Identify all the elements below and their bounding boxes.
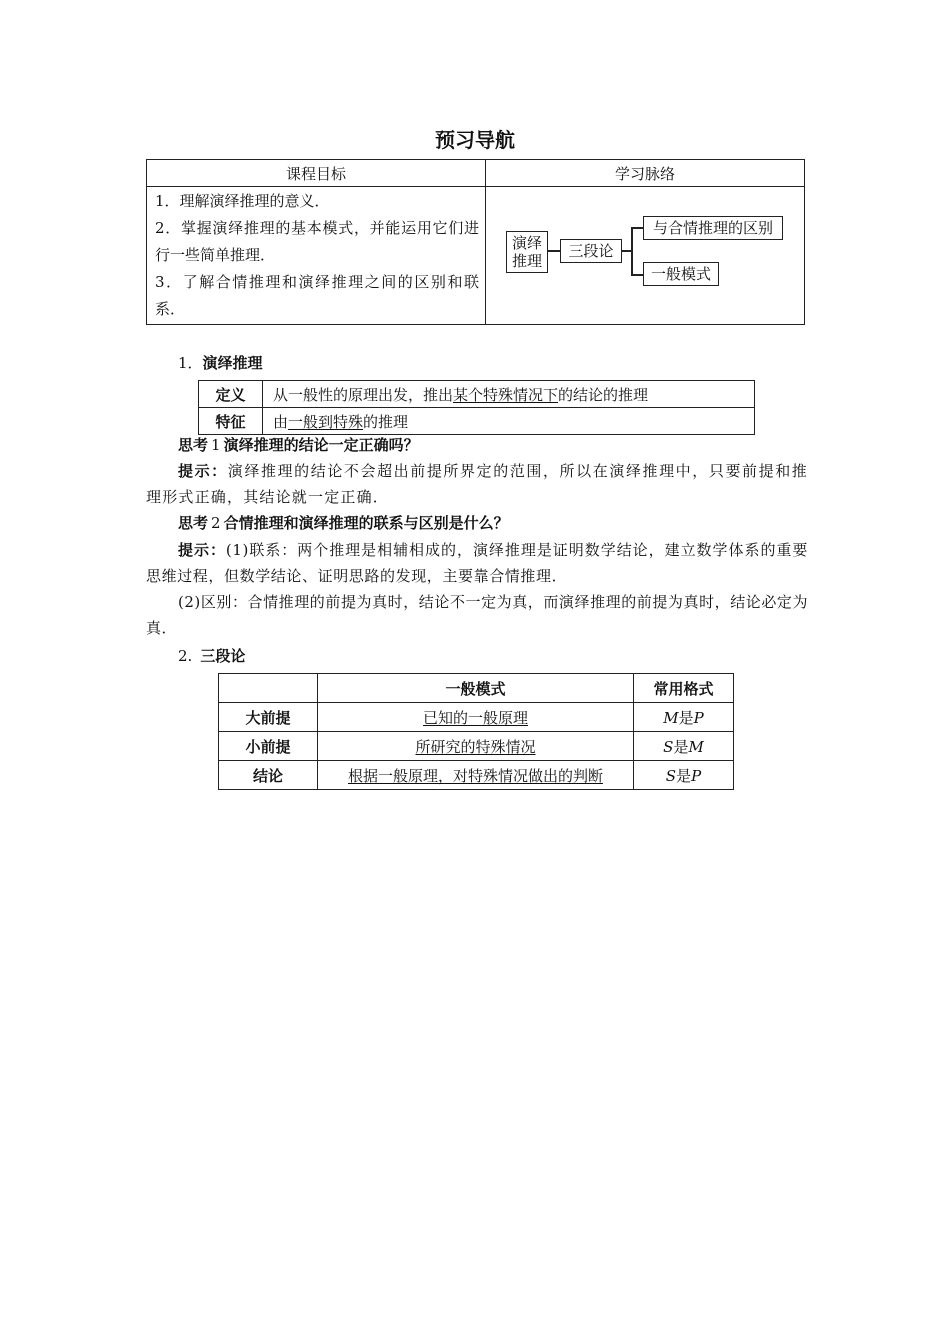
think1-number: 1 (211, 436, 221, 454)
think1-question-text: 演绎推理的结论一定正确吗？ (223, 436, 419, 454)
context-diagram (486, 187, 805, 324)
diagram-connector (631, 227, 643, 229)
think2-hint-label: 提示： (178, 541, 226, 559)
syllogism-table (218, 673, 734, 790)
mode-blank: 根据一般原理，对特殊情况做出的判断 (347, 766, 603, 785)
goal-item: 1．理解演绎推理的意义． (155, 192, 330, 210)
row-format (634, 732, 734, 761)
diagram-middle-label: 三段论 (568, 242, 614, 260)
goals-cell (147, 187, 486, 325)
feature-text: 由 (273, 412, 289, 431)
definition-label: 定义 (199, 381, 263, 408)
row-label: 大前提 (219, 703, 318, 732)
think2-hint-text1: (1)联系：两个推理是相辅相成的，演绎推理是证明数学结论，建立数学体系的重要思维过程，但数学结论、证明思路的发现，主要靠合情推理． (146, 541, 808, 585)
think1-hint-text: 演绎推理的结论不会超出前提所界定的范围，所以在演绎推理中，只要前提和推理形式正确，其结论就一定正确． (146, 462, 808, 506)
goal-item: 3．了解合情推理和演绎推理之间的区别和联系． (155, 273, 479, 318)
definition-text: 从一般性的原理出发，推出 (273, 385, 454, 404)
diagram-root-box (506, 231, 548, 273)
definition-blank: 某个特殊情况下 (453, 385, 559, 404)
overview-header-goals: 课程目标 (147, 160, 486, 187)
section1-title: 演绎推理 (202, 354, 263, 372)
overview-header-context: 学习脉络 (486, 160, 805, 187)
diagram-connector (548, 250, 560, 252)
deduction-table (198, 380, 755, 435)
section2-title: 三段论 (200, 647, 246, 665)
feature-value (263, 408, 755, 435)
row-mode (318, 732, 634, 761)
goal-item: 2．掌握演绎推理的基本模式，并能运用它们进行一些简单推理． (155, 219, 479, 264)
think1-question (146, 432, 808, 458)
row-format (634, 761, 734, 790)
row-mode (318, 761, 634, 790)
format-var: M (688, 737, 704, 756)
diagram-connector (631, 274, 643, 276)
think1-hint-label: 提示： (178, 462, 228, 480)
think1-hint (146, 458, 808, 510)
definition-value (263, 381, 755, 408)
diagram-branch-top-label: 与合情推理的区别 (652, 219, 773, 237)
think2-hint-part2 (146, 589, 808, 641)
think2-question-text: 合情推理和演绎推理的联系与区别是什么？ (223, 514, 509, 532)
syllogism-header: 一般模式 (318, 674, 634, 703)
format-var: M (663, 708, 679, 727)
section1-number: 1． (178, 354, 203, 372)
think1-label: 思考 (178, 436, 209, 454)
section2-number: 2. (178, 647, 193, 665)
row-mode (318, 703, 634, 732)
context-diagram-cell (486, 187, 805, 325)
feature-blank: 一般到特殊 (288, 412, 364, 431)
think2-number: 2 (211, 514, 221, 532)
format-is: 是 (678, 708, 694, 727)
diagram-branch-top-box (643, 216, 783, 240)
table-row (219, 761, 734, 790)
table-row (219, 732, 734, 761)
diagram-connector (622, 250, 631, 252)
diagram-connector (631, 227, 633, 275)
feature-label: 特征 (199, 408, 263, 435)
syllogism-header: 常用格式 (634, 674, 734, 703)
section2-heading (178, 645, 245, 667)
feature-text: 的推理 (363, 412, 409, 431)
think2-hint (146, 537, 808, 589)
format-var: S (665, 766, 677, 785)
format-is: 是 (676, 766, 692, 785)
row-label: 小前提 (219, 732, 318, 761)
definition-text: 的结论的推理 (558, 385, 649, 404)
mode-blank: 已知的一般原理 (422, 708, 528, 727)
table-row (219, 703, 734, 732)
page-title: 预习导航 (435, 128, 515, 152)
row-format (634, 703, 734, 732)
diagram-branch-bottom-box (643, 262, 719, 286)
section1-heading (178, 352, 263, 374)
row-label: 结论 (219, 761, 318, 790)
syllogism-header (219, 674, 318, 703)
format-is: 是 (673, 737, 689, 756)
think2-label: 思考 (178, 514, 209, 532)
format-var: S (663, 737, 674, 756)
format-var: P (691, 766, 702, 785)
format-var: P (693, 708, 704, 727)
mode-blank: 所研究的特殊情况 (415, 737, 536, 756)
diagram-branch-bottom-label: 一般模式 (650, 265, 711, 283)
think2-question (146, 510, 808, 536)
overview-table (146, 159, 805, 325)
diagram-root-label: 演绎推理 (511, 234, 542, 270)
think2-hint-text2: (2)区别：合情推理的前提为真时，结论不一定为真，而演绎推理的前提为真时，结论必定为真． (146, 593, 808, 637)
diagram-middle-box (560, 239, 622, 263)
